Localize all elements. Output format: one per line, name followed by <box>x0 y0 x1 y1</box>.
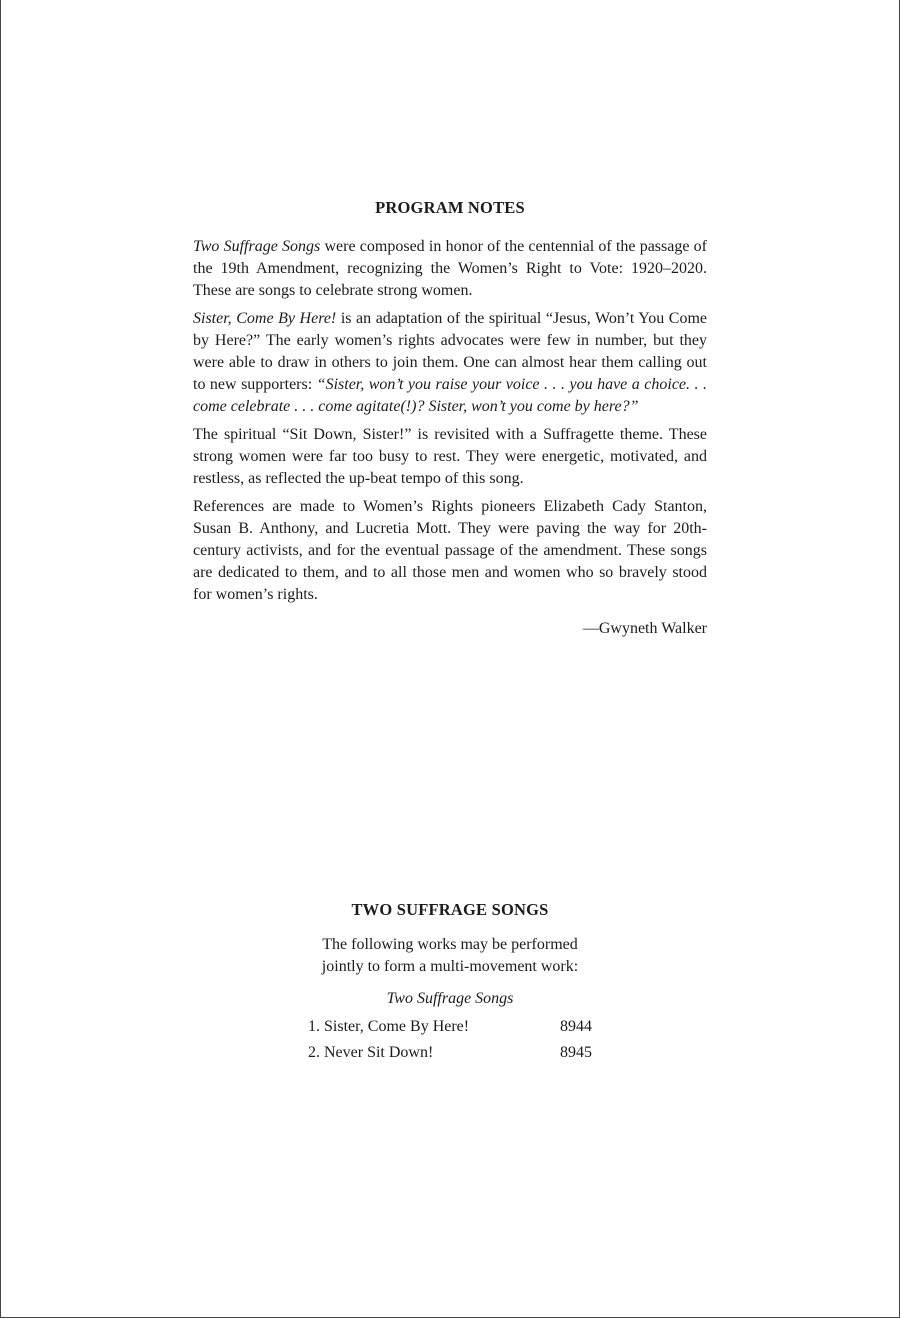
notes-p2-italic: Sister, Come By Here! <box>193 310 337 327</box>
suffrage-songs-section <box>300 900 600 1066</box>
song-title: 1. Sister, Come By Here! <box>308 1018 470 1035</box>
program-notes-section <box>193 198 707 638</box>
notes-p1-italic: Two Suffrage Songs <box>193 238 321 255</box>
song-number: 8944 <box>560 1018 592 1035</box>
song-number: 8945 <box>560 1044 592 1061</box>
suffrage-songs-title: TWO SUFFRAGE SONGS <box>351 900 549 919</box>
notes-paragraph-4: References are made to Women’s Rights pioneers Elizabeth Cady Stanton, Susan B. Anthony, and Lucretia Mott. They were paving the way for 20th-century activists, and for the eventual passage of the amendment. These songs are dedicated to them, and to all those men and women who so bravely stood for women’s rights. <box>193 498 707 603</box>
song-title: 2. Never Sit Down! <box>308 1044 434 1061</box>
notes-paragraph-1 <box>193 236 707 302</box>
songs-intro <box>300 934 600 978</box>
author-signature: —Gwyneth Walker <box>582 620 707 637</box>
notes-paragraph-3: The spiritual “Sit Down, Sister!” is revisited with a Suffragette theme. These strong women were far too busy to rest. They were energetic, motivated, and restless, as reflected the up-beat tempo of this song. <box>193 426 707 487</box>
song-row <box>300 1040 600 1066</box>
intro-line-1: The following works may be performed <box>322 936 578 953</box>
song-row <box>300 1014 600 1040</box>
program-notes-title: PROGRAM NOTES <box>375 198 525 217</box>
intro-line-2: jointly to form a multi-movement work: <box>321 958 579 975</box>
set-title: Two Suffrage Songs <box>386 990 514 1007</box>
notes-p2-text: is an adaptation of the spiritual “Jesus, Won’t You Come by Here?” The early women’s rights advocates were few in number, but they were able to draw in others to join them. One can almost hear them calling out to new supporters: <box>193 310 708 393</box>
notes-p2-quote: “Sister, won’t you raise your voice . . . you have a choice. . . come celebrate . . . come agitate(!)? Sister, won’t you come by here?” <box>193 376 707 415</box>
notes-p1-text: were composed in honor of the centennial of the passage of the 19th Amendment, recognizing the Women’s Right to Vote: 1920–2020. These are songs to celebrate strong women. <box>193 238 708 299</box>
notes-paragraph-2 <box>193 308 707 418</box>
